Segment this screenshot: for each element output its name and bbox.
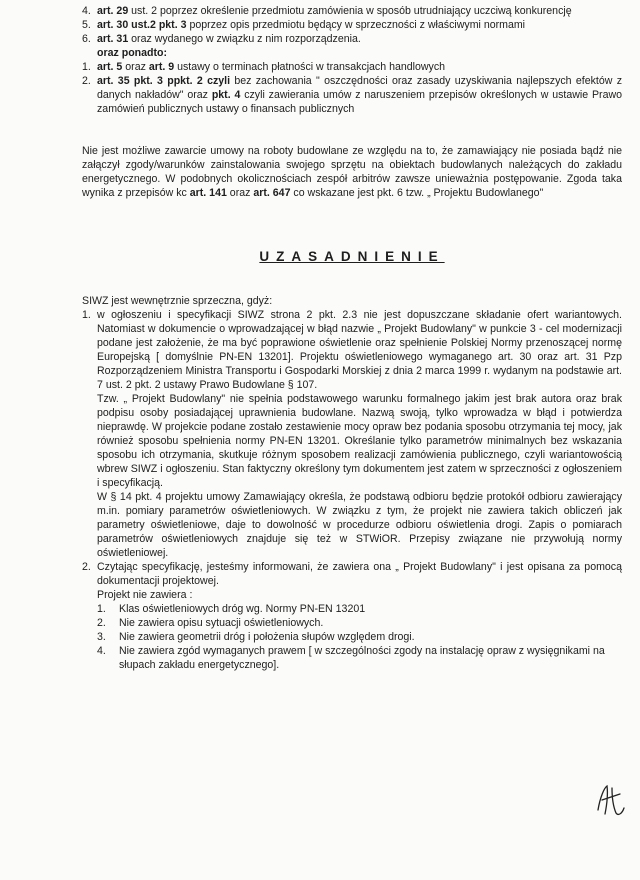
reason-item <box>82 560 622 588</box>
oraz-ponadto-label: oraz ponadto: <box>97 47 168 59</box>
text-run: art. 35 pkt. 3 ppkt. 2 czyli <box>97 75 231 87</box>
list-item <box>82 74 622 116</box>
list-item <box>82 4 622 18</box>
list-number: 5. <box>82 19 91 31</box>
list-number: 3. <box>97 631 106 643</box>
reason-paragraph: W § 14 pkt. 4 projektu umowy Zamawiający określa, że podstawą odbioru będzie protokół odbioru zawierający m.in. pomiary parametrów oświetleniowych. W związku z tym, że projekt nie zawiera takich obliczeń jak parametry oświetleniowe, daje to dowolność w procedurze odbioru oświetlenia drogi. Zapis o pomiarach parametrów oświetleniowych znajduje się też w STWiOR. Przepisy związane nie przywołują normy oświetleniowej. <box>97 491 622 559</box>
text-run: art. 141 <box>189 187 227 199</box>
list-text <box>97 4 622 18</box>
reason-item <box>82 308 622 560</box>
list-item <box>82 32 622 46</box>
list-text: Nie zawiera geometrii dróg i położenia słupów względem drogi. <box>119 631 415 643</box>
text-run: poprzez opis przedmiotu będący w sprzeczności z właściwymi normami <box>186 19 526 31</box>
text-run: oraz wydanego w związku z nim rozporządzenia. <box>128 33 361 45</box>
reason-paragraph: Czytając specyfikację, jesteśmy informowani, że zawiera ona „ Projekt Budowlany" i jest opisana za pomocą dokumentacji projektowej. <box>97 561 622 587</box>
text-run: pkt. 4 <box>211 89 241 101</box>
list-text: Klas oświetleniowych dróg wg. Normy PN-EN 13201 <box>119 603 366 615</box>
list-item <box>82 644 622 672</box>
list-item <box>82 18 622 32</box>
text-run: art. 29 <box>97 5 129 17</box>
list-number: 4. <box>97 645 106 657</box>
text-run: Nie jest możliwe zawarcie umowy na roboty budowlane ze względu na to, że zamawiający nie posiada bądź nie załączył zgody/warunków zainstalowania swojego sprzętu na obiektach budowlanych należących do zakładu energetycznego. W podobnych okolicznościach zespół arbitrów zawsze unieważnia postępowanie. Zgoda taka wynika z przepisów kc <box>82 145 622 199</box>
list-number: 1. <box>97 603 106 615</box>
text-run: ustawy o terminach płatności w transakcjach handlowych <box>174 61 446 73</box>
list-item <box>82 602 622 616</box>
reason-body <box>97 560 622 588</box>
list-text <box>97 18 622 32</box>
list-text <box>97 60 622 74</box>
list-number: 4. <box>82 5 91 17</box>
text-run: art. 9 <box>148 61 175 73</box>
paragraph-contract <box>82 144 622 200</box>
not-contains-list <box>82 602 622 672</box>
text-run: oraz <box>226 187 254 199</box>
list-number: 2. <box>82 561 91 573</box>
list-number: 2. <box>97 617 106 629</box>
document-page <box>82 4 622 672</box>
text-run: czyli zawierania umów z naruszeniem przepisów określonych w ustawie Prawo zamówień publicznych ustawy o finansach publicznych <box>97 89 622 115</box>
reason-paragraph: Tzw. „ Projekt Budowlany" nie spełnia podstawowego warunku formalnego jakim jest brak autora oraz brak podpisu osoby posiadającej uprawnienia budowlane. Nazwą swoją, tylko wprowadza w błąd i potwierdza nieprawdę. W projekcie podane zostało zestawienie mocy opraw bez podania sposobu otrzymania tej mocy, jak również sposobu spełnienia normy PN-EN 13201. Określanie tylko parametrów minimalnych bez wskazania sposobu ich otrzymania, skutkuje różnym sposobem realizacji zamówienia publicznego, czyli wariantowością wbrew SIWZ i ogłoszeniu. Stan faktyczny określony tym dokumentem jest zatem w sprzeczności z ogłoszeniem i specyfikacją. <box>97 393 622 489</box>
siwz-intro: SIWZ jest wewnętrznie sprzeczna, gdyż: <box>82 295 273 307</box>
list-text <box>97 32 622 46</box>
text-run: ust. 2 poprzez określenie przedmiotu zamówienia w sposób utrudniający uczciwą konkurencję <box>128 5 572 17</box>
text-run: co wskazane jest pkt. 6 tzw. „ Projektu Budowlanego" <box>290 187 544 199</box>
text-run: bez zachowania " oszczędności oraz zasady uzyskiwania najlepszych efektów z danych nakładów" oraz <box>97 75 622 101</box>
text-run: art. 5 <box>97 61 123 73</box>
text-run: art. 647 <box>253 187 291 199</box>
list-number: 6. <box>82 33 91 45</box>
list-item <box>82 616 622 630</box>
list-text: Nie zawiera zgód wymaganych prawem [ w szczególności zgody na instalację opraw z wysięgnikami na słupach zakładu energetycznego]. <box>119 645 605 671</box>
list-text: Nie zawiera opisu sytuacji oświetleniowych. <box>119 617 324 629</box>
top-list <box>82 4 622 46</box>
text-run: art. 30 ust.2 pkt. 3 <box>97 19 187 31</box>
list-number: 2. <box>82 75 91 87</box>
handwritten-initials-icon <box>590 780 630 820</box>
list-number: 1. <box>82 309 91 321</box>
section-heading: UZASADNIENIE <box>259 249 445 264</box>
list-text <box>97 74 622 116</box>
reason-body <box>97 308 622 560</box>
list-number: 1. <box>82 61 91 73</box>
list-item <box>82 60 622 74</box>
second-list <box>82 60 622 116</box>
list-item <box>82 630 622 644</box>
reason-paragraph: w ogłoszeniu i specyfikacji SIWZ strona 2 pkt. 2.3 nie jest dopuszczane składanie ofert wariantowych. Natomiast w dokumencie o wprowadzającej w błąd nazwie „ Projekt Budowlany" w punkcie 3 - cel modernizacji podane jest założenie, że ma być poprawione oświetlenie oraz spełnienie Polskiej Normy przenoszącej normę Europejską [ domyślnie PN-EN 13201]. Projektu oświetleniowego wymaganego art. 30 oraz art. 31 Pzp Rozporządzeniem Ministra Transportu i Gospodarki Morskiej z dnia 2 marca 1999 r. wydanym na podstawie art. 7 ust. 2 pkt. 2 ustawy Prawo Budowlane § 107. <box>97 309 622 391</box>
text-run: art. 31 <box>97 33 129 45</box>
text-run: oraz <box>122 61 149 73</box>
not-contains-label: Projekt nie zawiera : <box>97 589 193 601</box>
